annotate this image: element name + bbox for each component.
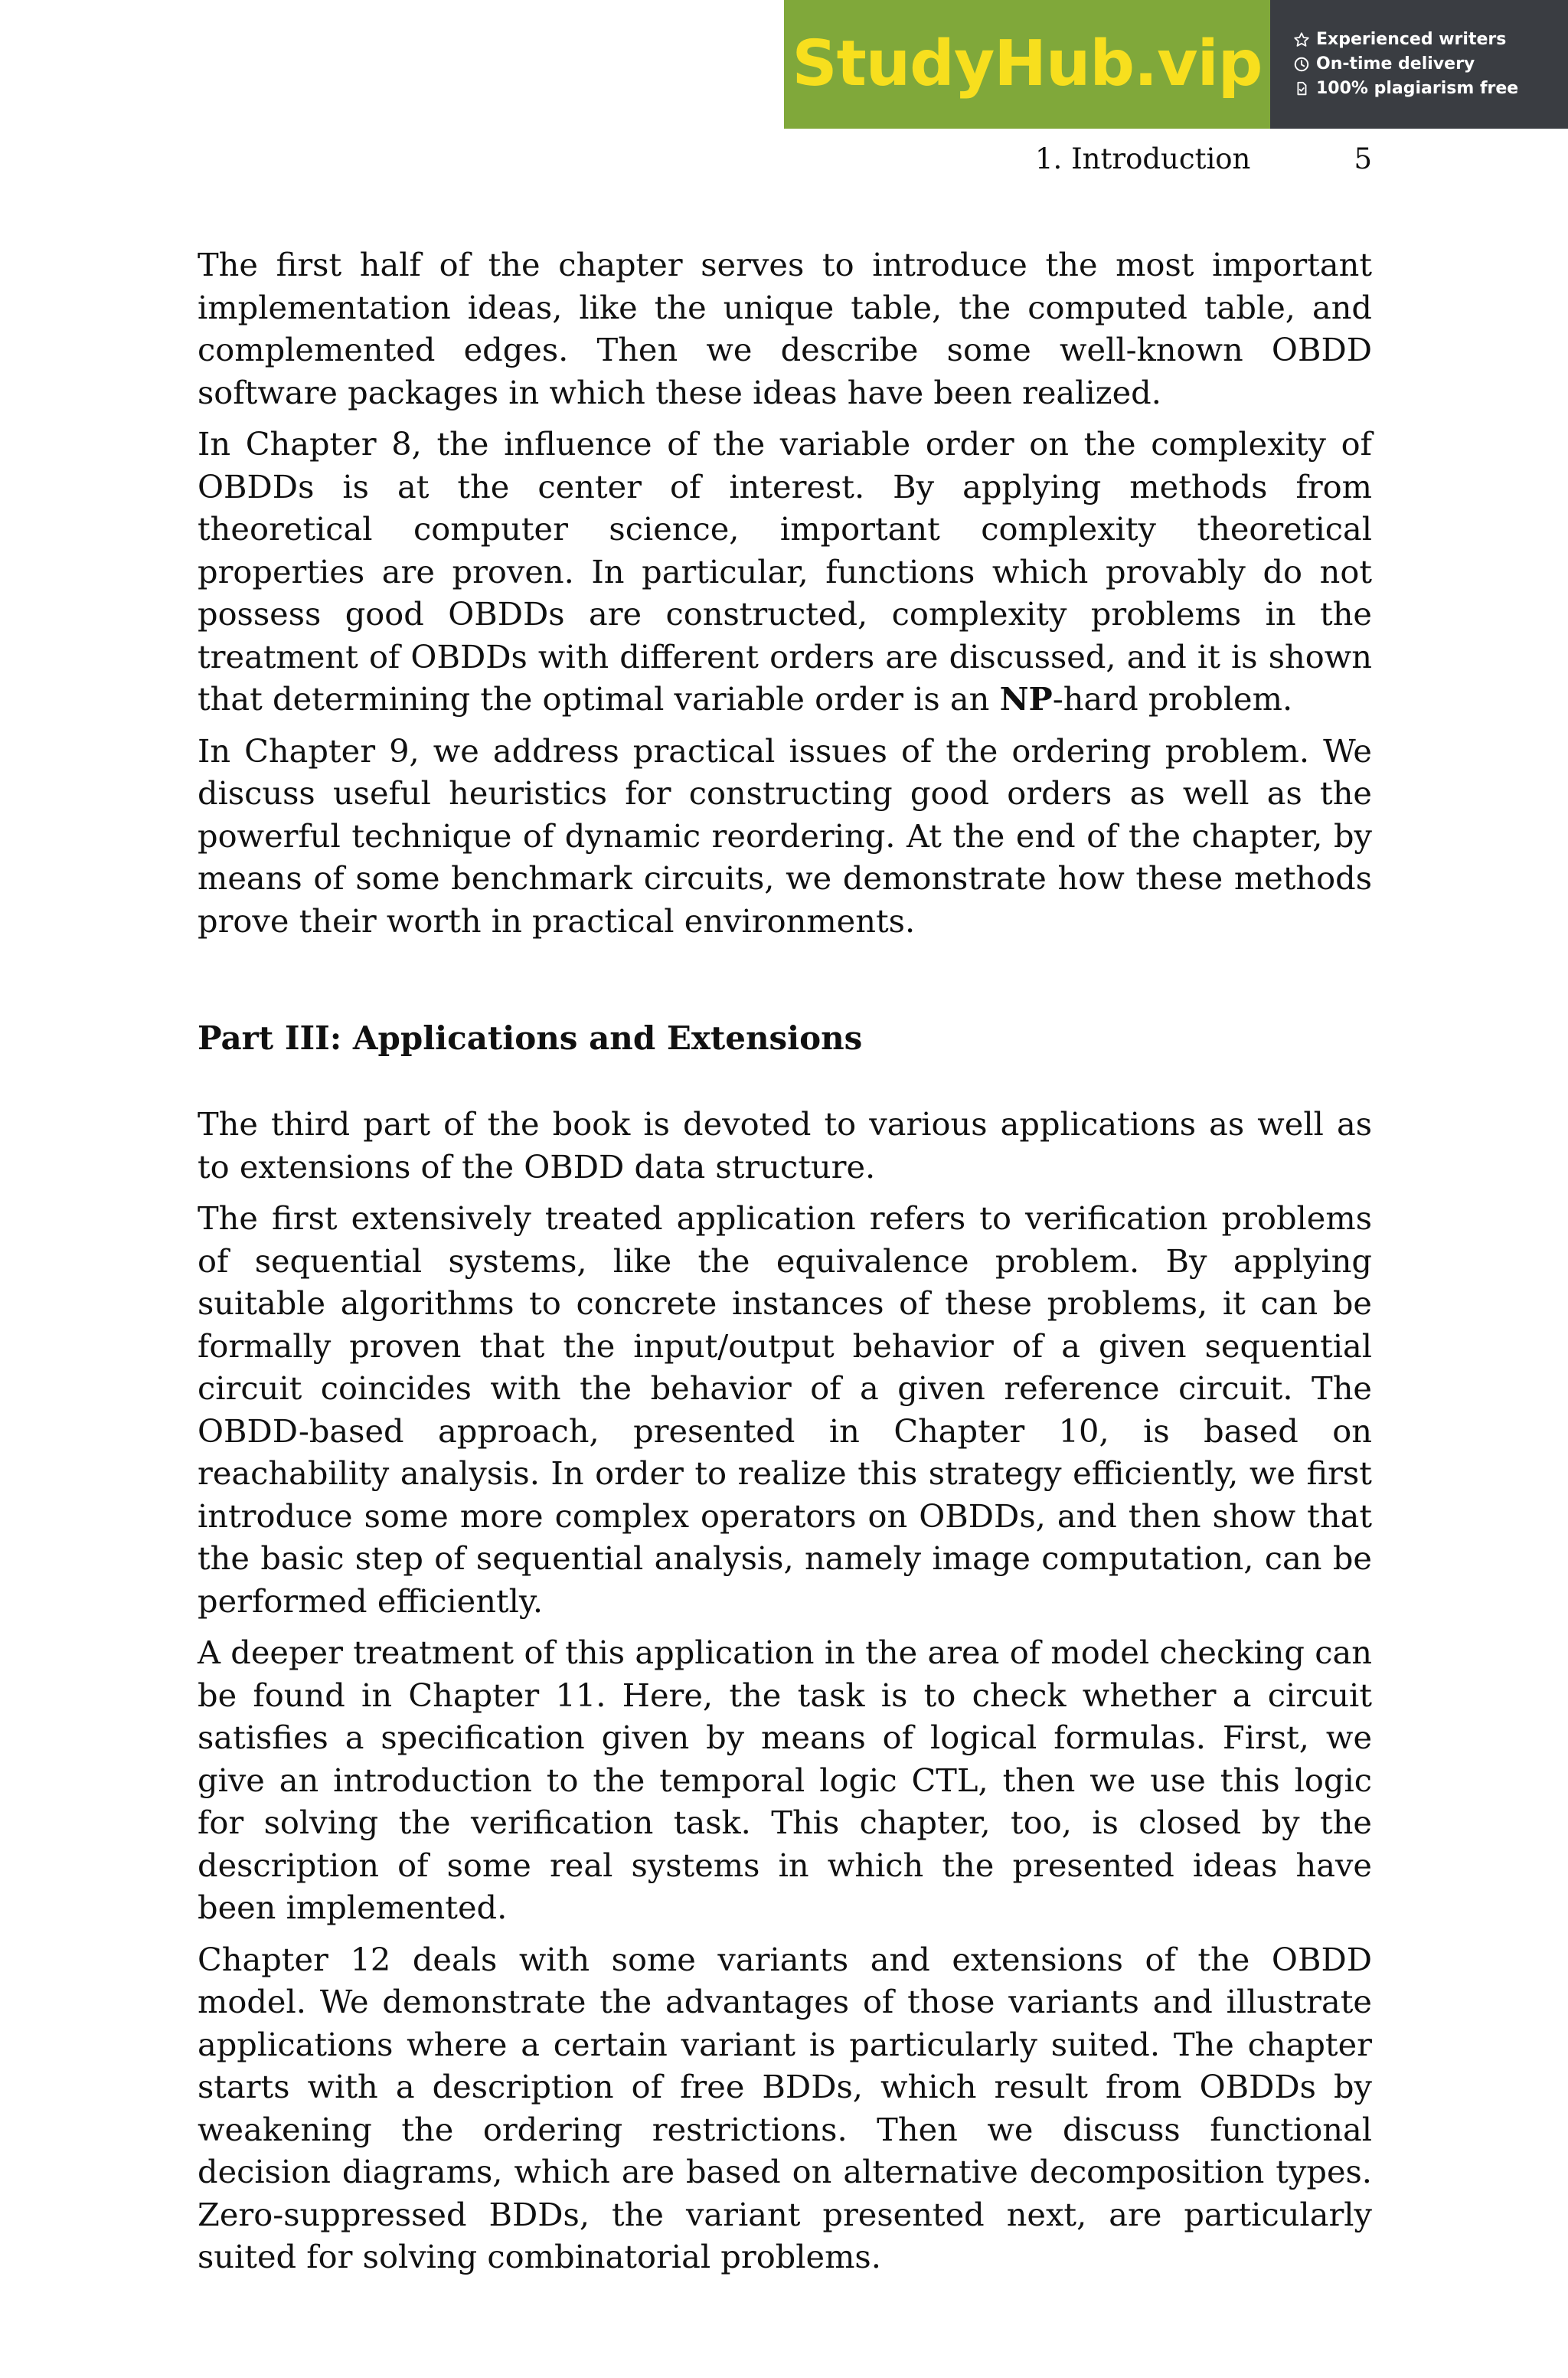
running-header: [1035, 144, 1372, 175]
section-heading: Part III: Applications and Extensions: [198, 1019, 863, 1057]
paragraph: The third part of the book is devoted to various applications as well as to extensions of the OBDD data structure.: [198, 1105, 1372, 1186]
paragraph-text: In Chapter 8, the influence of the variable order on the complexity of OBDDs is at the center of interest. By applying methods from theoretical computer science, important complexity theoretical properties are proven. In particular, functions which provably do not possess good OBDDs are constructed, complexity problems in the treatment of OBDDs with different orders are discussed, and it is shown that determining the optimal variable order is an: [198, 425, 1372, 718]
feature-label: 100% plagiarism free: [1316, 79, 1519, 98]
brand-logo[interactable]: StudyHub.vip: [792, 28, 1263, 100]
complexity-class: NP: [999, 680, 1053, 718]
chapter-title: 1. Introduction: [1035, 142, 1251, 175]
star-icon: [1293, 31, 1310, 48]
feature-list: [1270, 0, 1568, 129]
feature-on-time-delivery: [1293, 56, 1568, 73]
paragraph: [198, 423, 1372, 721]
promo-banner[interactable]: [784, 0, 1568, 129]
document-check-icon: [1293, 80, 1310, 97]
page-body: [198, 244, 1372, 2278]
feature-experienced-writers: [1293, 31, 1568, 48]
feature-label: Experienced writers: [1316, 30, 1507, 49]
paragraph: The first extensively treated application refers to verification problems of sequential systems, like the equivalence problem. By applying suitable algorithms to concrete instances of these problems, it can be formally proven that the input/output behavior of a given sequential circuit coincides with the behavior of a given reference circuit. The OBDD-based approach, presented in Chapter 10, is based on reachability analysis. In order to realize this strategy efficiently, we first introduce some more complex operators on OBDDs, and then show that the basic step of sequential analysis, namely image computation, can be performed efficiently.: [198, 1199, 1372, 1620]
feature-plagiarism-free: [1293, 80, 1568, 97]
clock-icon: [1293, 56, 1310, 73]
paragraph: Chapter 12 deals with some variants and extensions of the OBDD model. We demonstrate the advantages of those variants and illustrate applications where a certain variant is particularly suited. The chapter starts with a description of free BDDs, which result from OBDDs by weakening the ordering restrictions. Then we discuss functional decision diagrams, which are based on alternative decomposition types. Zero-suppressed BDDs, the variant presented next, are particularly suited for solving combinatorial problems.: [198, 1940, 1372, 2275]
brand-block[interactable]: [784, 0, 1270, 129]
paragraph: In Chapter 9, we address practical issues of the ordering problem. We discuss useful heuristics for constructing good orders as well as the powerful technique of dynamic reordering. At the end of the chapter, by means of some benchmark circuits, we demonstrate how these methods prove their worth in practical environments.: [198, 731, 1372, 940]
paragraph-text: -hard problem.: [1052, 680, 1293, 718]
paragraph: The first half of the chapter serves to introduce the most important implementation ideas, like the unique table, the computed table, and complemented edges. Then we describe some well-known OBDD software packages in which these ideas have been realized.: [198, 246, 1372, 411]
feature-label: On-time delivery: [1316, 54, 1475, 74]
page-number: 5: [1354, 142, 1372, 175]
paragraph: A deeper treatment of this application in the area of model checking can be found in Chapter 11. Here, the task is to check whether a circuit satisfies a specification given by means of logical formulas. First, we give an introduction to the temporal logic CTL, then we use this logic for solving the verification task. This chapter, too, is closed by the description of some real systems in which the presented ideas have been implemented.: [198, 1634, 1372, 1926]
